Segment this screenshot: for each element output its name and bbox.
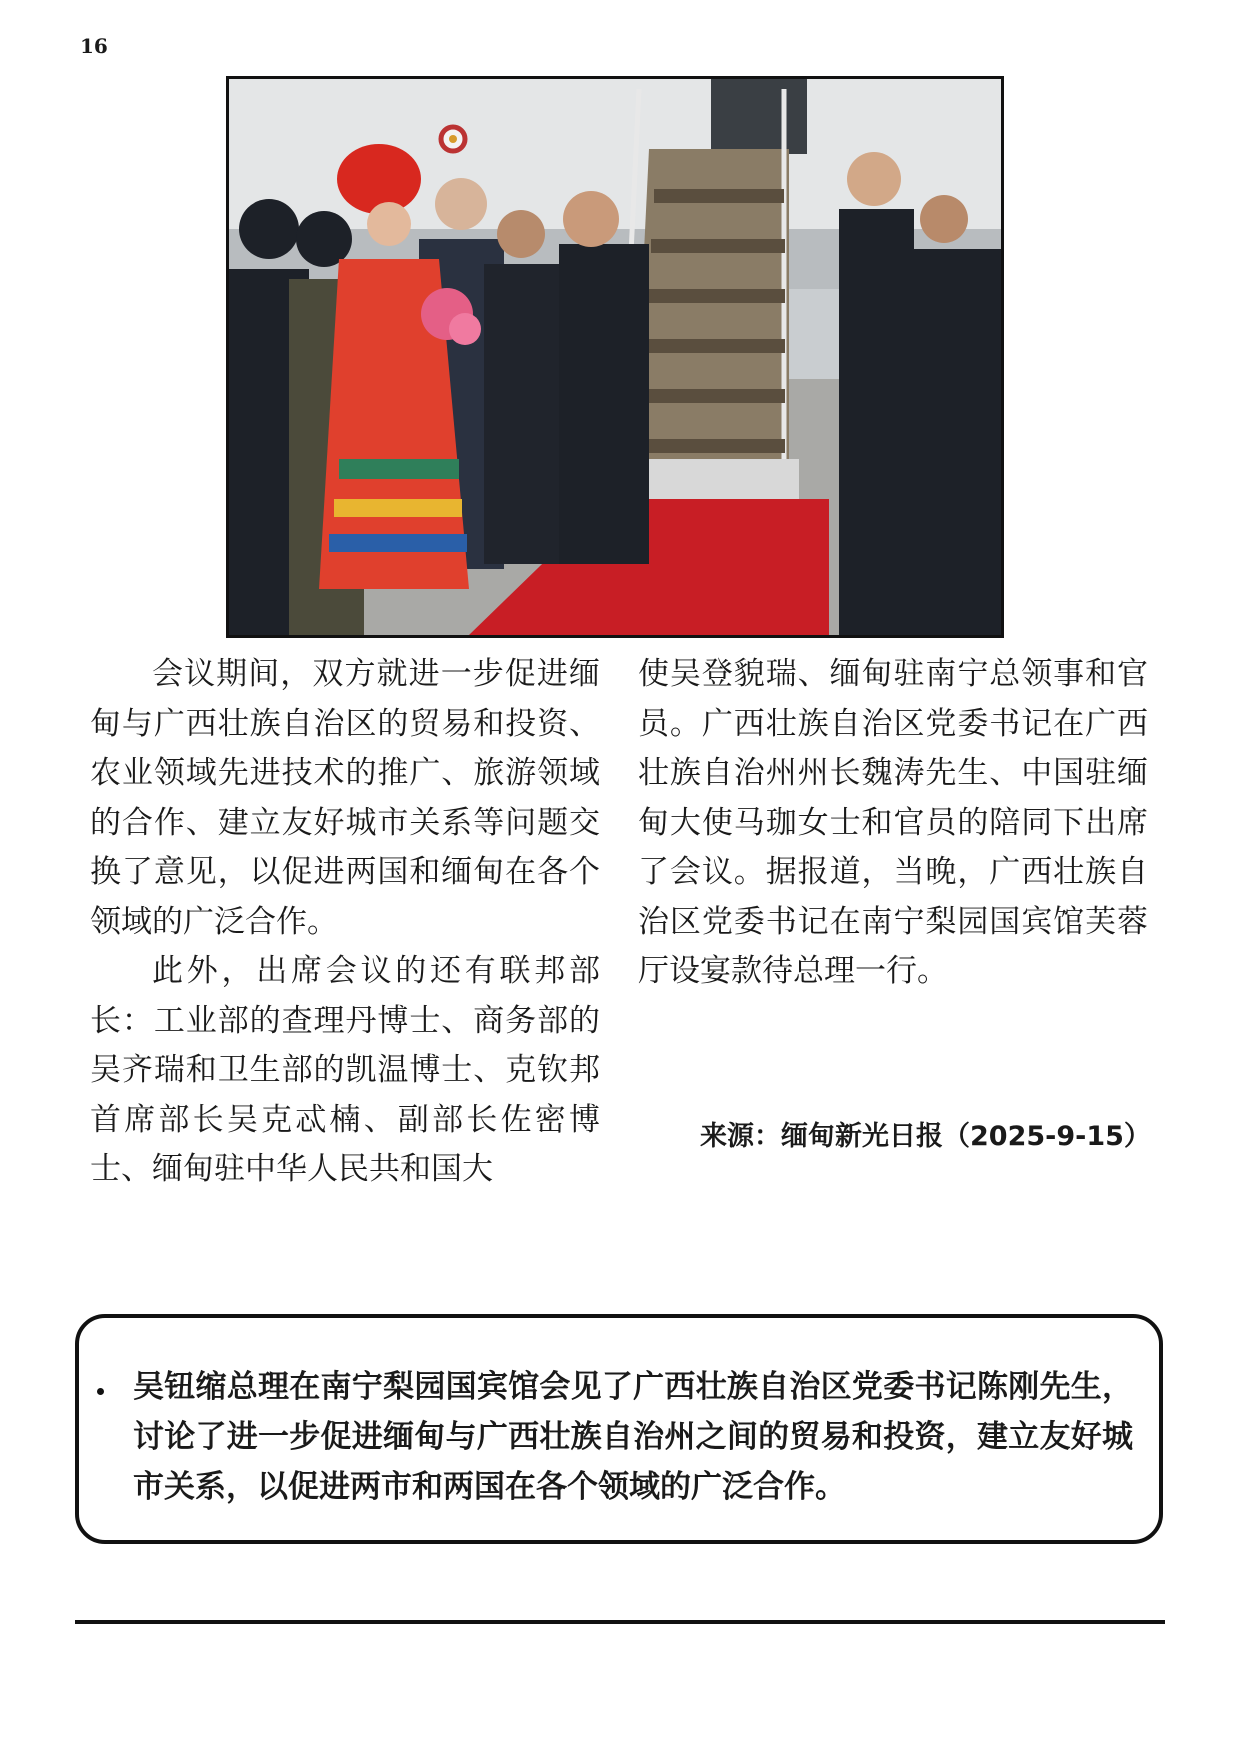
bullet-icon (97, 1388, 104, 1395)
summary-item: 吴钮缩总理在南宁梨园国宾馆会见了广西壮族自治区党委书记陈刚先生，讨论了进一步促进缅甸与广西壮族自治州之间的贸易和投资，建立友好城市关系，以促进两市和两国在各个领域的广泛合作。 (133, 1369, 1133, 1505)
summary-box (75, 1314, 1163, 1544)
page-number: 16 (80, 34, 108, 58)
photo-icon (229, 79, 1001, 635)
article-right-column (638, 650, 1148, 997)
paragraph: 此外，出席会议的还有联邦部长：工业部的查理丹博士、商务部的吴齐瑞和卫生部的凯温博士、克钦邦首席部长吴克忒楠、副部长佐密博士、缅甸驻中华人民共和国大 (90, 953, 600, 1187)
bottom-divider (75, 1620, 1165, 1624)
article-source: 来源：缅甸新光日报（2025-9-15） (700, 1121, 1151, 1152)
paragraph: 使吴登貌瑞、缅甸驻南宁总领事和官员。广西壮族自治区党委书记在广西壮族自治州州长魏涛先生、中国驻缅甸大使马珈女士和官员的陪同下出席了会议。据报道，当晚，广西壮族自治区党委书记在南宁梨园国宾馆芙蓉厅设宴款待总理一行。 (638, 656, 1148, 989)
article-left-column (90, 650, 600, 1195)
news-photo (226, 76, 1004, 638)
paragraph: 会议期间，双方就进一步促进缅甸与广西壮族自治区的贸易和投资、农业领域先进技术的推广、旅游领域的合作、建立友好城市关系等问题交换了意见，以促进两国和缅甸在各个领域的广泛合作。 (90, 656, 600, 940)
